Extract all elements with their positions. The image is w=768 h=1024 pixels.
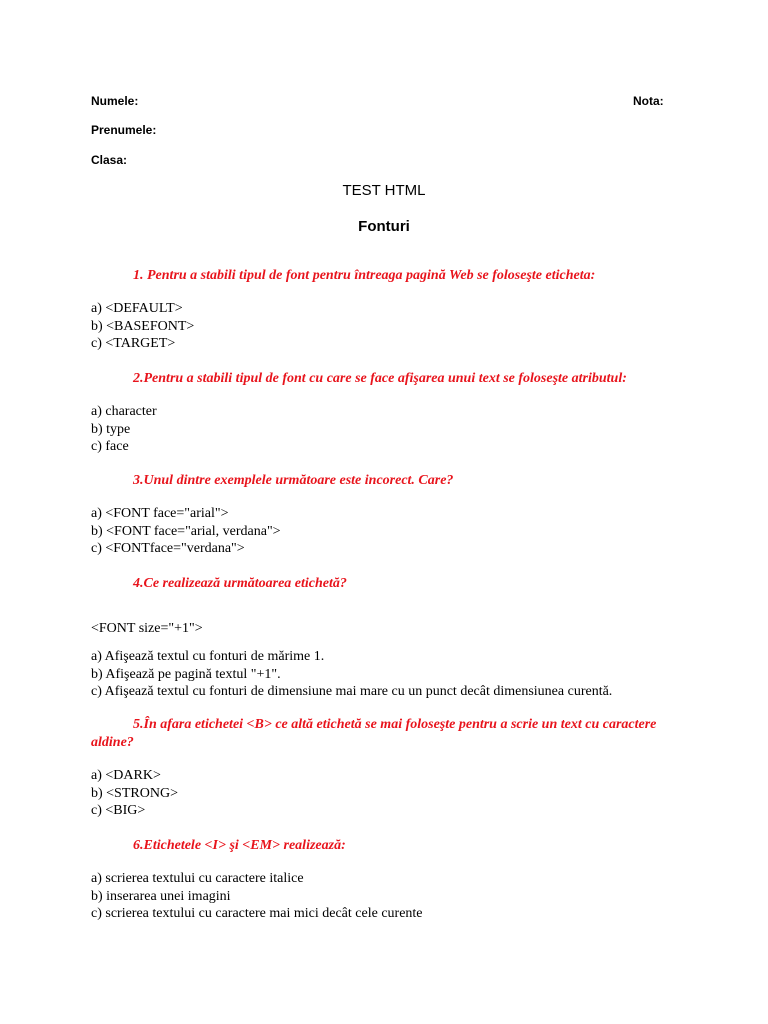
question-5-options xyxy=(91,767,711,820)
page-title: TEST HTML xyxy=(342,182,426,199)
name-label: Numele: xyxy=(91,94,139,108)
option-c: c) <TARGET> xyxy=(91,336,176,351)
question-1-options xyxy=(91,300,711,353)
question-3: 3.Unul dintre exemplele următoare este incorect. Care? xyxy=(133,473,454,488)
option-a: a) Afişează textul cu fonturi de mărime 1. xyxy=(91,649,325,664)
first-name-label: Prenumele: xyxy=(91,123,157,137)
option-a: a) <DEFAULT> xyxy=(91,301,183,316)
question-5: 5.În afara etichetei <B> ce altă etichetă se mai foloseşte pentru a scrie un text cu caractere aldine? xyxy=(91,717,657,750)
option-b: b) Afişează pe pagină textul "+1". xyxy=(91,666,281,682)
option-a: a) <FONT face="arial"> xyxy=(91,506,229,521)
question-4-options xyxy=(91,648,711,701)
option-c: c) Afişează textul cu fonturi de dimensiune mai mare cu un punct decât dimensiunea curentă. xyxy=(91,684,613,699)
class-label: Clasa: xyxy=(91,153,128,167)
page-subtitle: Fonturi xyxy=(358,218,410,235)
option-a: a) character xyxy=(91,404,157,419)
question-6: 6.Etichetele <I> şi <EM> realizează: xyxy=(133,838,346,853)
option-c: c) scrierea textului cu caractere mai mici decât cele curente xyxy=(91,906,423,921)
question-6-options xyxy=(91,870,711,923)
option-a: a) <DARK> xyxy=(91,768,161,783)
question-4: 4.Ce realizează următoarea etichetă? xyxy=(133,576,347,591)
option-c: c) face xyxy=(91,439,129,454)
question-3-options xyxy=(91,505,711,558)
question-2: 2.Pentru a stabili tipul de font cu care se face afişarea unui text se foloseşte atributul: xyxy=(133,371,627,386)
option-b: b) <STRONG> xyxy=(91,785,178,801)
option-b: b) inserarea unei imagini xyxy=(91,888,231,904)
grade-label: Nota: xyxy=(633,94,664,108)
question-1: 1. Pentru a stabili tipul de font pentru întreaga pagină Web se foloseşte eticheta: xyxy=(133,268,596,283)
option-b: b) type xyxy=(91,421,131,437)
option-b: b) <FONT face="arial, verdana"> xyxy=(91,523,281,539)
option-a: a) scrierea textului cu caractere italice xyxy=(91,871,304,886)
option-c: c) <BIG> xyxy=(91,803,146,818)
question-2-options xyxy=(91,403,711,456)
option-b: b) <BASEFONT> xyxy=(91,318,195,334)
option-c: c) <FONTface="verdana"> xyxy=(91,541,245,556)
code-example: <FONT size="+1"> xyxy=(91,621,203,636)
